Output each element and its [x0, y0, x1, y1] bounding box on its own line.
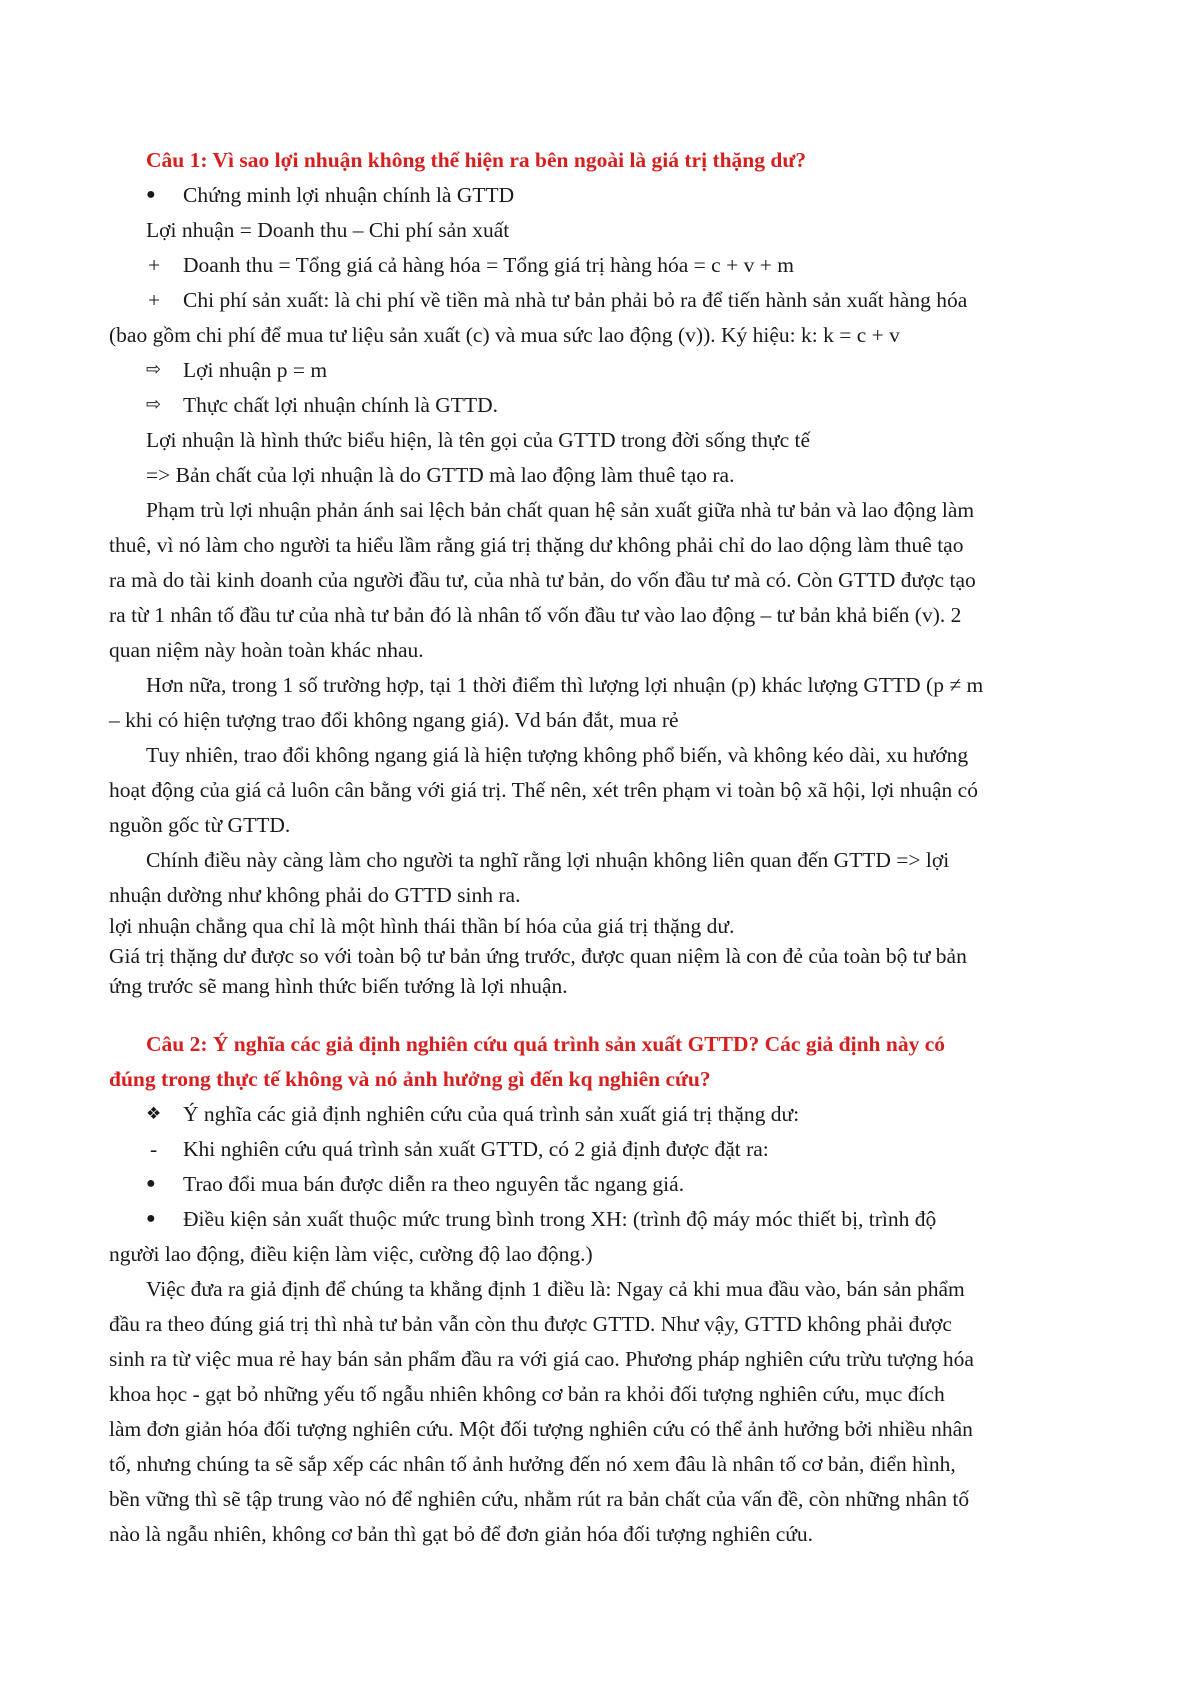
- paragraph-line: Việc đưa ra giả định để chúng ta khẳng định 1 điều là: Ngay cả khi mua đầu vào, bán sản phẩm: [146, 1277, 965, 1301]
- bullet-icon: ●: [146, 1175, 156, 1192]
- paragraph-line: người lao động, điều kiện làm việc, cường độ lao động.): [109, 1242, 593, 1266]
- paragraph-line: lợi nhuận chẳng qua chỉ là một hình thái thần bí hóa của giá trị thặng dư.: [109, 914, 735, 938]
- question-2-title: Câu 2: Ý nghĩa các giả định nghiên cứu quá trình sản xuất GTTD? Các giả định này có: [146, 1032, 946, 1056]
- bullet-text: Trao đổi mua bán được diễn ra theo nguyên tắc ngang giá.: [183, 1172, 685, 1196]
- diamond-text: Ý nghĩa các giả định nghiên cứu của quá trình sản xuất giá trị thặng dư:: [183, 1102, 800, 1126]
- paragraph-line: Tuy nhiên, trao đổi không ngang giá là hiện tượng không phổ biến, và không kéo dài, xu hướng: [146, 743, 969, 767]
- paragraph-line: nào là ngẫu nhiên, không cơ bản thì gạt bỏ để đơn giản hóa đối tượng nghiên cứu.: [109, 1522, 814, 1546]
- paragraph-line: Lợi nhuận = Doanh thu – Chi phí sản xuất: [146, 218, 510, 242]
- dash-icon: -: [150, 1137, 158, 1161]
- arrow-right-icon: ⇨: [146, 394, 162, 415]
- arrow-text: Thực chất lợi nhuận chính là GTTD.: [183, 393, 498, 417]
- dash-text: Khi nghiên cứu quá trình sản xuất GTTD, có 2 giả định được đặt ra:: [183, 1137, 769, 1161]
- paragraph-line: sinh ra từ việc mua rẻ hay bán sản phẩm đầu ra với giá cao. Phương pháp nghiên cứu trừu tượng hóa: [109, 1347, 974, 1371]
- plus-text: Chi phí sản xuất: là chi phí về tiền mà nhà tư bản phải bỏ ra để tiến hành sản xuất hàng hóa: [183, 288, 968, 312]
- paragraph-line: nguồn gốc từ GTTD.: [109, 813, 291, 837]
- arrow-right-icon: ⇨: [146, 359, 162, 380]
- paragraph-line: Lợi nhuận là hình thức biểu hiện, là tên gọi của GTTD trong đời sống thực tế: [146, 428, 811, 452]
- bullet-icon: ●: [146, 186, 156, 203]
- paragraph-line: quan niệm này hoàn toàn khác nhau.: [109, 638, 424, 662]
- paragraph-line: thuê, vì nó làm cho người ta hiểu lầm rằng giá trị thặng dư không phải chỉ do lao dộng làm thuê tạo: [109, 533, 964, 557]
- paragraph-line: Phạm trù lợi nhuận phản ánh sai lệch bản chất quan hệ sản xuất giữa nhà tư bản và lao động làm: [146, 498, 975, 522]
- arrow-text: Lợi nhuận p = m: [183, 358, 328, 382]
- paragraph-line: tố, nhưng chúng ta sẽ sắp xếp các nhân tố ảnh hưởng đến nó xem đâu là nhân tố cơ bản, điển hình,: [109, 1452, 956, 1476]
- question-1-title: Câu 1: Vì sao lợi nhuận không thể hiện ra bên ngoài là giá trị thặng dư?: [146, 148, 807, 172]
- paragraph-line: nhuận dường như không phải do GTTD sinh ra.: [109, 883, 521, 907]
- bullet-icon: ●: [146, 1210, 156, 1227]
- paragraph-line: ra từ 1 nhân tố đầu tư của nhà tư bản đó là nhân tố vốn đầu tư vào lao động – tư bản khả biến (v). 2: [109, 603, 962, 627]
- plus-icon: +: [148, 253, 161, 277]
- paragraph-line: ra mà do tài kinh doanh của người đầu tư, của nhà tư bản, do vốn đầu tư mà có. Còn GTTD được tạo: [109, 568, 976, 592]
- paragraph-line: khoa học - gạt bỏ những yếu tố ngẫu nhiên không cơ bản ra khỏi đối tượng nghiên cứu, mục đích: [109, 1382, 945, 1406]
- question-2-title-cont: đúng trong thực tế không và nó ảnh hưởng gì đến kq nghiên cứu?: [109, 1067, 711, 1091]
- bullet-text: Chứng minh lợi nhuận chính là GTTD: [183, 183, 515, 207]
- paragraph-line: Hơn nữa, trong 1 số trường hợp, tại 1 thời điểm thì lượng lợi nhuận (p) khác lượng GTTD (p ≠ m: [146, 673, 984, 697]
- plus-text: Doanh thu = Tổng giá cả hàng hóa = Tổng giá trị hàng hóa = c + v + m: [183, 253, 794, 277]
- diamond-icon: ❖: [146, 1104, 162, 1124]
- paragraph-line: Giá trị thặng dư được so với toàn bộ tư bản ứng trước, được quan niệm là con đẻ của toàn bộ tư bản: [109, 944, 967, 968]
- bullet-text: Điều kiện sản xuất thuộc mức trung bình trong XH: (trình độ máy móc thiết bị, trình độ: [183, 1207, 937, 1231]
- paragraph-line: Chính điều này càng làm cho người ta nghĩ rằng lợi nhuận không liên quan đến GTTD => lợi: [146, 848, 950, 872]
- paragraph-line: bền vững thì sẽ tập trung vào nó để nghiên cứu, nhằm rút ra bản chất của vấn đề, còn những nhân tố: [109, 1487, 970, 1511]
- paragraph-line: ứng trước sẽ mang hình thức biến tướng là lợi nhuận.: [109, 974, 568, 998]
- paragraph-line: làm đơn giản hóa đối tượng nghiên cứu. Một đối tượng nghiên cứu có thể ảnh hưởng bởi nhiều nhân: [109, 1417, 973, 1441]
- plus-icon: +: [148, 288, 161, 312]
- paragraph-line: => Bản chất của lợi nhuận là do GTTD mà lao động làm thuê tạo ra.: [146, 463, 735, 487]
- paragraph-line: hoạt động của giá cả luôn cân bằng với giá trị. Thế nên, xét trên phạm vi toàn bộ xã hội, lợi nhuận có: [109, 778, 978, 802]
- paragraph-line: – khi có hiện tượng trao đổi không ngang giá). Vd bán đắt, mua rẻ: [109, 708, 679, 732]
- paragraph-line: (bao gồm chi phí để mua tư liệu sản xuất (c) và mua sức lao động (v)). Ký hiệu: k: k = c + v: [109, 323, 900, 347]
- paragraph-line: đầu ra theo đúng giá trị thì nhà tư bản vẫn còn thu được GTTD. Như vậy, GTTD không phải được: [109, 1312, 952, 1336]
